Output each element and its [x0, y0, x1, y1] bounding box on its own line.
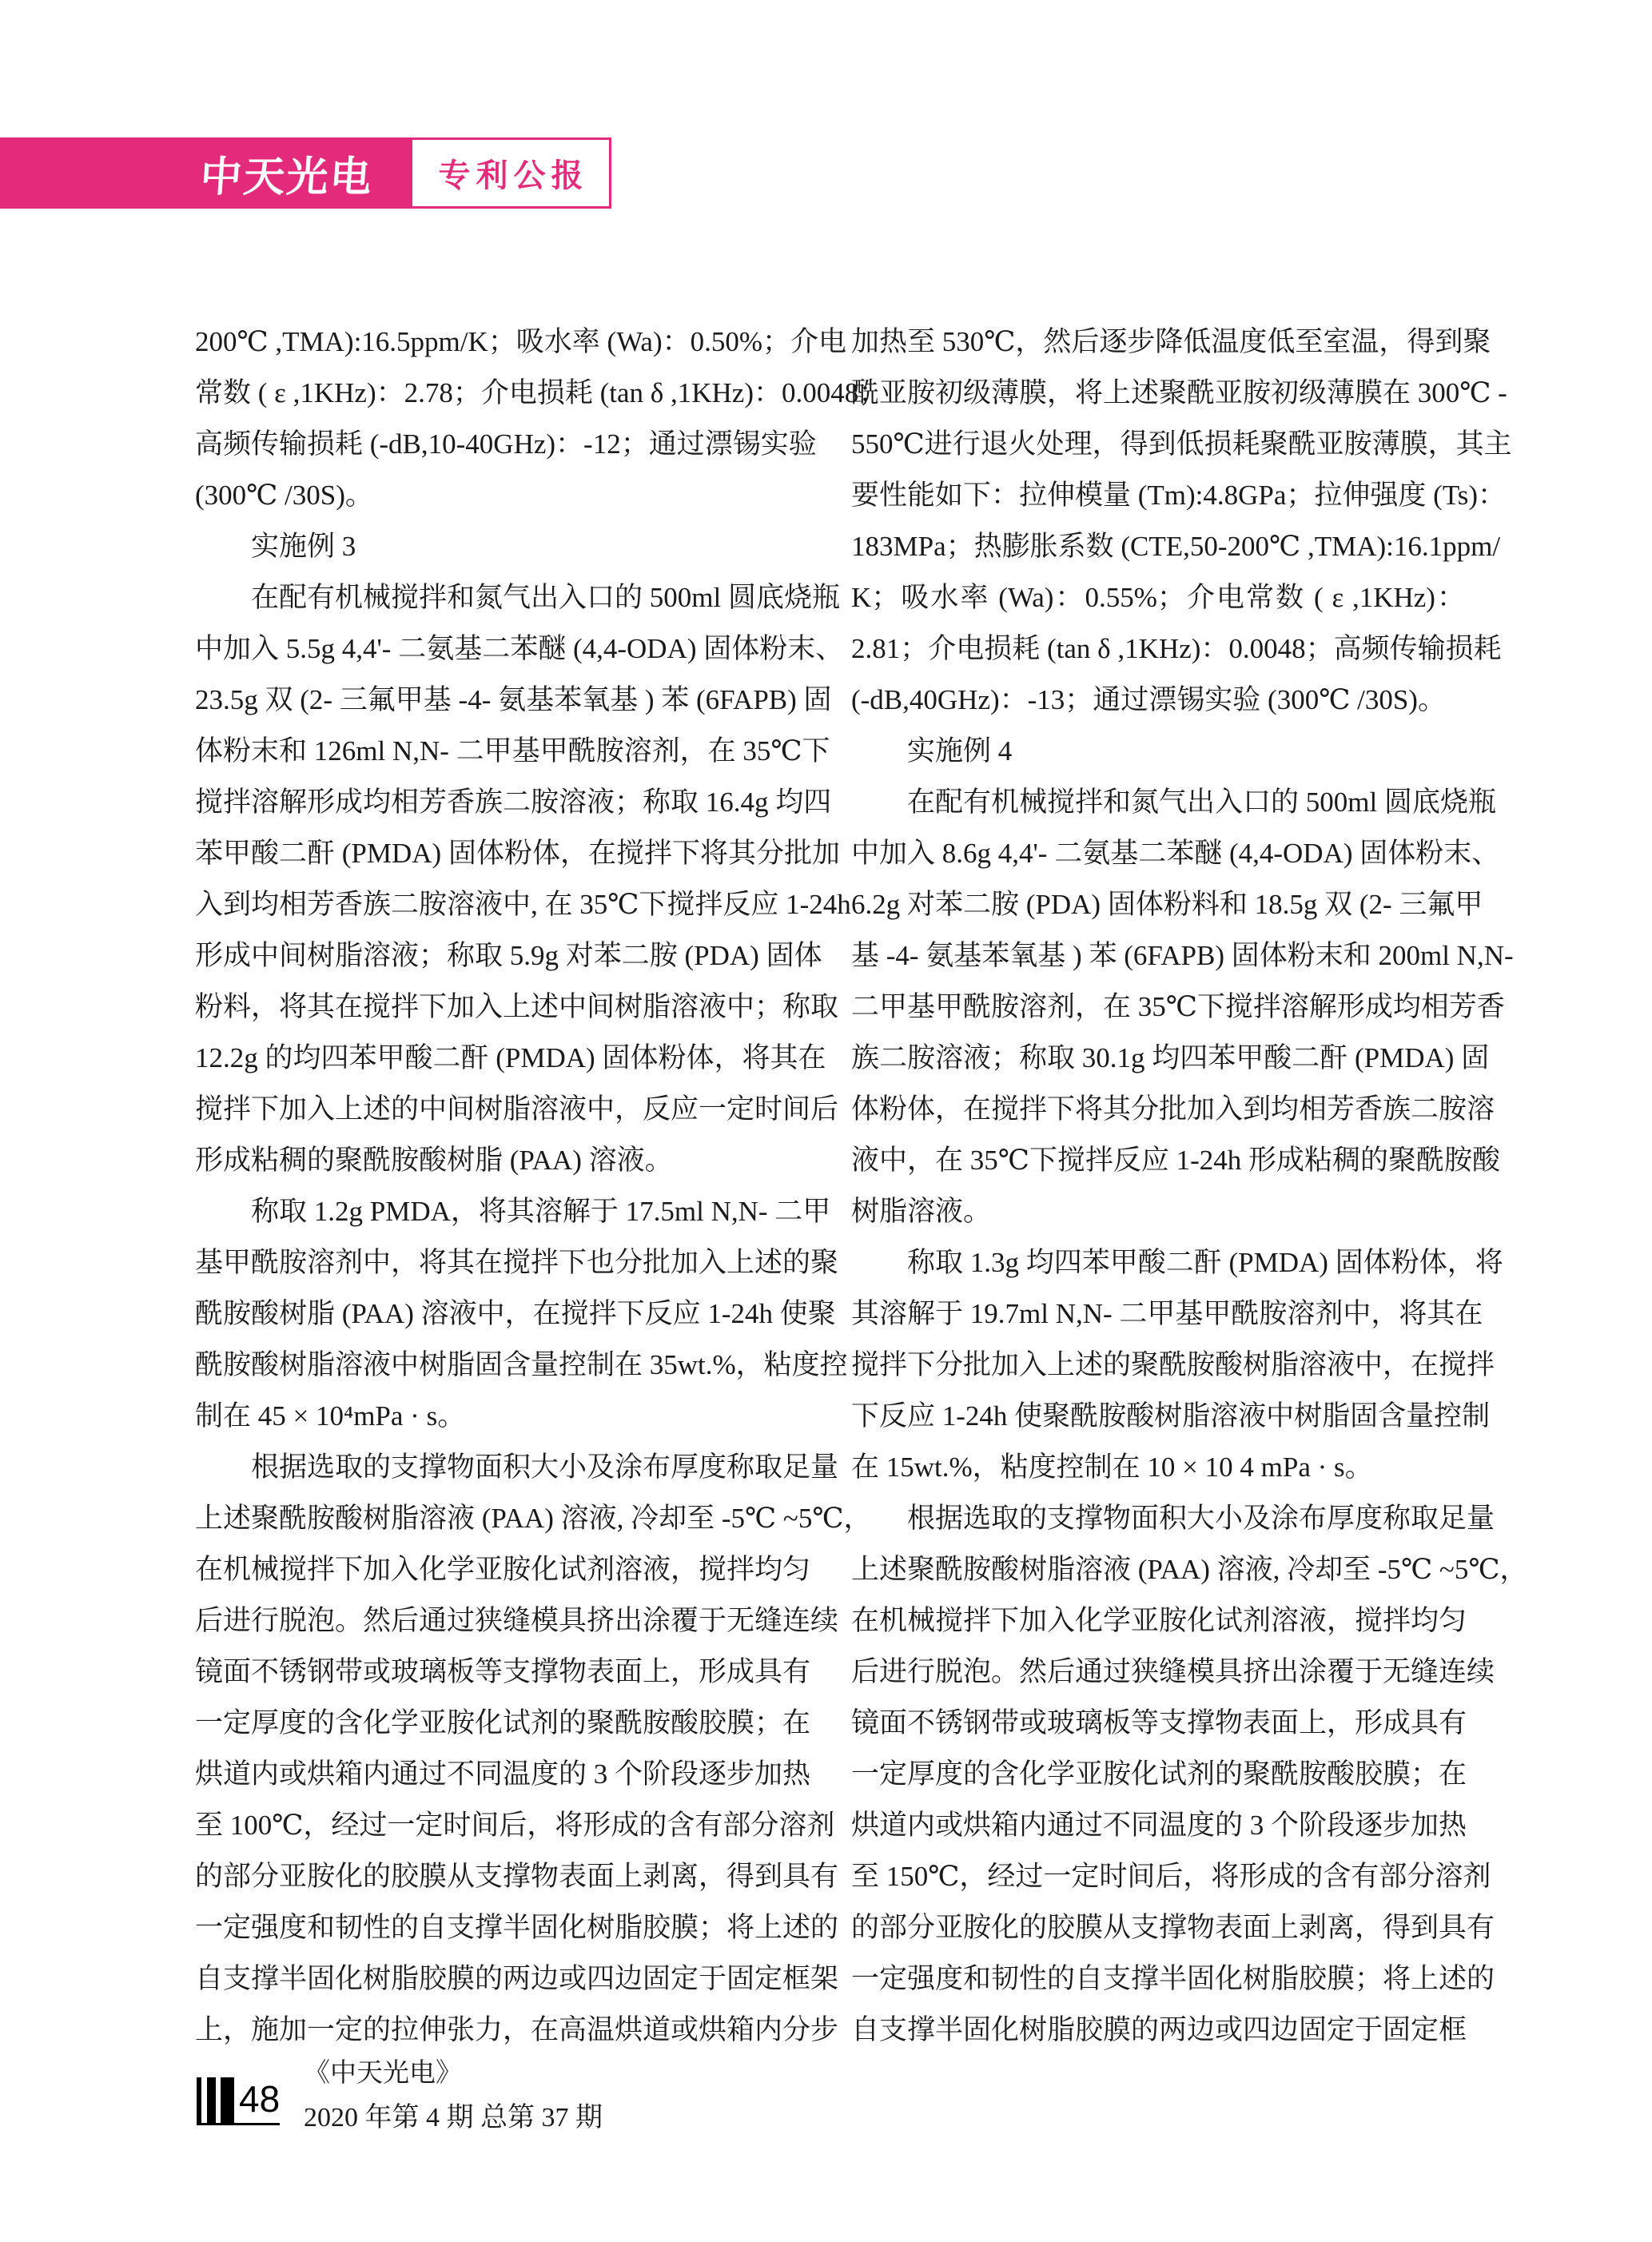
footer-rule [197, 2123, 280, 2125]
barcode-bar [221, 2077, 234, 2123]
text-line: 在 15wt.%，粘度控制在 10 × 10 4 mPa · s。 [851, 1452, 1373, 1483]
barcode-icon [197, 2077, 234, 2123]
text-line: 形成粘稠的聚酰胺酸树脂 (PAA) 溶液。 [195, 1145, 673, 1176]
text-line: 称取 1.2g PMDA，将其溶解于 17.5ml N,N- 二甲 [251, 1196, 831, 1227]
text-line: 基 -4- 氨基苯氧基 ) 苯 (6FAPB) 固体粉末和 200ml N,N- [851, 940, 1514, 971]
text-line: 粉料，将其在搅拌下加入上述中间树脂溶液中；称取 [195, 991, 839, 1022]
text-line: 一定厚度的含化学亚胺化试剂的聚酰胺酸胶膜；在 [195, 1707, 811, 1738]
text-line: 族二胺溶液；称取 30.1g 均四苯甲酸二酐 (PMDA) 固 [851, 1042, 1490, 1073]
barcode-bar [207, 2077, 216, 2123]
text-line: 的部分亚胺化的胶膜从支撑物表面上剥离，得到具有 [851, 1912, 1495, 1943]
text-line: 下反应 1-24h 使聚酰胺酸树脂溶液中树脂固含量控制 [851, 1400, 1491, 1432]
text-line: 加热至 530℃，然后逐步降低温度低至室温，得到聚 [851, 326, 1491, 357]
patent-gazette-badge-label: 专利公报 [438, 158, 589, 193]
text-line: 550℃进行退火处理，得到低损耗聚酰亚胺薄膜，其主 [851, 428, 1512, 460]
text-line: 12.2g 的均四苯甲酸二酐 (PMDA) 固体粉体，将其在 [195, 1042, 826, 1073]
text-line: 在机械搅拌下加入化学亚胺化试剂溶液，搅拌均匀 [195, 1554, 811, 1585]
text-line: 烘道内或烘箱内通过不同温度的 3 个阶段逐步加热 [851, 1810, 1467, 1841]
text-line: 体粉体，在搅拌下将其分批加入到均相芳香族二胺溶 [851, 1093, 1495, 1125]
journal-name: 《中天光电》 [304, 2059, 462, 2088]
text-line: 实施例 4 [907, 735, 1013, 767]
text-line: 苯甲酸二酐 (PMDA) 固体粉体，在搅拌下将其分批加 [195, 838, 840, 869]
text-line: 在配有机械搅拌和氮气出入口的 500ml 圆底烧瓶 [251, 582, 840, 613]
journal-info [304, 2056, 603, 2134]
text-line: 高频传输损耗 (-dB,10-40GHz)：-12；通过漂锡实验 [195, 428, 817, 460]
text-line: 镜面不锈钢带或玻璃板等支撑物表面上，形成具有 [195, 1656, 811, 1687]
text-line: 至 150℃，经过一定时间后，将形成的含有部分溶剂 [851, 1861, 1491, 1892]
right-column [851, 317, 1528, 2056]
text-line: 中加入 8.6g 4,4'- 二氨基二苯醚 (4,4-ODA) 固体粉末、 [851, 838, 1500, 869]
text-line: (300℃ /30S)。 [195, 480, 373, 511]
header-banner [0, 137, 611, 209]
text-line: 中加入 5.5g 4,4'- 二氨基二苯醚 (4,4-ODA) 固体粉末、 [195, 633, 844, 664]
patent-gazette-badge [410, 137, 611, 209]
text-line: 一定强度和韧性的自支撑半固化树脂胶膜；将上述的 [195, 1912, 839, 1943]
text-line: 液中，在 35℃下搅拌反应 1-24h 形成粘稠的聚酰胺酸 [851, 1145, 1501, 1176]
text-line: 二甲基甲酰胺溶剂，在 35℃下搅拌溶解形成均相芳香 [851, 991, 1505, 1022]
text-line: 搅拌下分批加入上述的聚酰胺酸树脂溶液中，在搅拌 [851, 1349, 1495, 1380]
text-line: 基甲酰胺溶剂中，将其在搅拌下也分批加入上述的聚 [195, 1247, 839, 1278]
text-line: 常数 ( ε ,1KHz)：2.78；介电损耗 (tan δ ,1KHz)：0.0048； [195, 377, 887, 408]
text-line: 镜面不锈钢带或玻璃板等支撑物表面上，形成具有 [851, 1707, 1467, 1738]
text-line: 酰亚胺初级薄膜，将上述聚酰亚胺初级薄膜在 300℃ - [851, 377, 1507, 408]
text-line: 一定厚度的含化学亚胺化试剂的聚酰胺酸胶膜；在 [851, 1758, 1467, 1790]
text-line: (-dB,40GHz)：-13；通过漂锡实验 (300℃ /30S)。 [851, 684, 1446, 715]
text-line: 体粉末和 126ml N,N- 二甲基甲酰胺溶剂，在 35℃下 [195, 735, 830, 767]
text-line: 在机械搅拌下加入化学亚胺化试剂溶液，搅拌均匀 [851, 1605, 1467, 1636]
text-line: K；吸水率 (Wa)：0.55%；介电常数 ( ε ,1KHz)： [851, 582, 1465, 613]
text-line: 称取 1.3g 均四苯甲酸二酐 (PMDA) 固体粉体，将 [907, 1247, 1503, 1278]
text-line: 在配有机械搅拌和氮气出入口的 500ml 圆底烧瓶 [907, 786, 1496, 818]
text-line: 200℃ ,TMA):16.5ppm/K；吸水率 (Wa)：0.50%；介电 [195, 326, 847, 357]
text-line: 根据选取的支撑物面积大小及涂布厚度称取足量 [907, 1503, 1495, 1534]
issue-info: 2020 年第 4 期 总第 37 期 [304, 2103, 603, 2132]
brand-logo: 中天光电 [198, 154, 375, 201]
left-column [195, 317, 887, 2056]
barcode-bar [197, 2077, 201, 2123]
text-line: 要性能如下：拉伸模量 (Tm):4.8GPa；拉伸强度 (Ts)： [851, 480, 1507, 511]
text-line: 183MPa；热膨胀系数 (CTE,50-200℃ ,TMA):16.1ppm/ [851, 531, 1501, 562]
text-line: 上，施加一定的拉伸张力，在高温烘道或烘箱内分步 [195, 2014, 839, 2045]
text-line: 制在 45 × 10⁴mPa · s。 [195, 1400, 466, 1432]
text-line: 至 100℃，经过一定时间后，将形成的含有部分溶剂 [195, 1810, 835, 1841]
text-line: 根据选取的支撑物面积大小及涂布厚度称取足量 [251, 1452, 839, 1483]
text-line: 树脂溶液。 [851, 1196, 992, 1227]
text-line: 实施例 3 [251, 531, 356, 562]
text-line: 23.5g 双 (2- 三氟甲基 -4- 氨基苯氧基 ) 苯 (6FAPB) 固 [195, 684, 832, 715]
text-line: 搅拌下加入上述的中间树脂溶液中，反应一定时间后 [195, 1093, 839, 1125]
page-number: 48 [239, 2078, 281, 2120]
text-line: 的部分亚胺化的胶膜从支撑物表面上剥离，得到具有 [195, 1861, 839, 1892]
text-line: 烘道内或烘箱内通过不同温度的 3 个阶段逐步加热 [195, 1758, 811, 1790]
brand-banner-bar [0, 137, 410, 209]
text-line: 自支撑半固化树脂胶膜的两边或四边固定于固定框 [851, 2014, 1467, 2045]
text-line: 后进行脱泡。然后通过狭缝模具挤出涂覆于无缝连续 [195, 1605, 839, 1636]
text-line: 其溶解于 19.7ml N,N- 二甲基甲酰胺溶剂中，将其在 [851, 1298, 1483, 1329]
text-line: 酰胺酸树脂 (PAA) 溶液中，在搅拌下反应 1-24h 使聚 [195, 1298, 836, 1329]
text-line: 2.81；介电损耗 (tan δ ,1KHz)：0.0048；高频传输损耗 [851, 633, 1502, 664]
text-line: 上述聚酰胺酸树脂溶液 (PAA) 溶液, 冷却至 -5℃ ~5℃， [195, 1503, 872, 1534]
text-line: 搅拌溶解形成均相芳香族二胺溶液；称取 16.4g 均四 [195, 786, 832, 818]
text-line: 酰胺酸树脂溶液中树脂固含量控制在 35wt.%，粘度控 [195, 1349, 848, 1380]
text-line: 6.2g 对苯二胺 (PDA) 固体粉料和 18.5g 双 (2- 三氟甲 [851, 889, 1483, 920]
text-line: 一定强度和韧性的自支撑半固化树脂胶膜；将上述的 [851, 1963, 1495, 1994]
text-line: 后进行脱泡。然后通过狭缝模具挤出涂覆于无缝连续 [851, 1656, 1495, 1687]
text-line: 入到均相芳香族二胺溶液中, 在 35℃下搅拌反应 1-24h [195, 889, 851, 920]
text-line: 自支撑半固化树脂胶膜的两边或四边固定于固定框架 [195, 1963, 839, 1994]
text-line: 上述聚酰胺酸树脂溶液 (PAA) 溶液, 冷却至 -5℃ ~5℃， [851, 1554, 1528, 1585]
text-line: 形成中间树脂溶液；称取 5.9g 对苯二胺 (PDA) 固体 [195, 940, 822, 971]
